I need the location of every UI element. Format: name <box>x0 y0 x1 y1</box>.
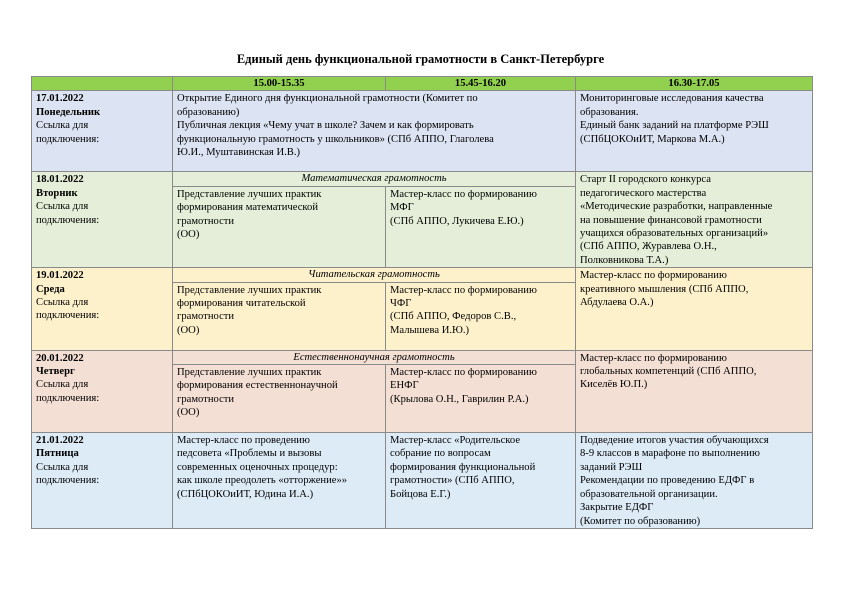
event-cell-slot-1 <box>173 282 386 350</box>
day-date: 21.01.2022 <box>36 435 84 447</box>
event-line: заданий РЭШ <box>580 461 643 473</box>
event-cell-slot-3 <box>576 433 813 529</box>
event-line: грамотности <box>177 311 235 323</box>
event-line: грамотности <box>177 215 235 227</box>
event-line: ЧФГ <box>390 298 412 310</box>
event-line: МФГ <box>390 202 414 214</box>
link-label: подключения: <box>36 214 100 226</box>
day-date: 19.01.2022 <box>36 270 84 282</box>
event-line: Представление лучших практик <box>177 367 322 379</box>
event-line: Публичная лекция «Чему учат в школе? Зачем и как формировать <box>177 120 474 132</box>
day-row-wednesday <box>32 268 813 282</box>
event-line: (ОО) <box>177 407 200 419</box>
event-line: Представление лучших практик <box>177 189 322 201</box>
event-cell-slot-3 <box>576 350 813 432</box>
day-cell <box>32 433 173 529</box>
event-line: ЕНФГ <box>390 380 419 392</box>
day-date: 18.01.2022 <box>36 174 84 186</box>
event-line: Мастер-класс по формированию <box>390 367 537 379</box>
event-line: Старт II городского конкурса <box>580 174 711 186</box>
event-line: учащихся образовательных организаций» <box>580 228 769 240</box>
event-line: Закрытие ЕДФГ <box>580 502 654 514</box>
event-line: Мастер-класс по проведению <box>177 435 310 447</box>
event-line: Представление лучших практик <box>177 284 322 296</box>
event-cell-slot-2 <box>386 365 576 433</box>
event-line: современных оценочных процедур: <box>177 461 338 473</box>
day-weekday: Понедельник <box>36 106 101 118</box>
link-label: Ссылка для <box>36 120 89 132</box>
link-label: подключения: <box>36 392 100 404</box>
event-cell-slot-2 <box>386 282 576 350</box>
day-cell <box>32 172 173 268</box>
event-line: (СПбЦОКОиИТ, Юдина И.А.) <box>177 488 314 500</box>
event-line: Ю.И., Муштавинская И.В.) <box>177 147 300 159</box>
event-cell-slot-1 <box>173 433 386 529</box>
subject-header: Естественнонаучная грамотность <box>173 350 576 364</box>
day-cell <box>32 350 173 432</box>
event-line: Киселёв Ю.П.) <box>580 379 648 391</box>
event-line: «Методические разработки, направленные <box>580 201 773 213</box>
event-line: образовательной организации. <box>580 488 718 500</box>
event-line: формирования естественнонаучной <box>177 380 338 392</box>
event-line: образованию) <box>177 106 240 118</box>
header-row <box>32 77 813 91</box>
event-line: педсовета «Проблемы и вызовы <box>177 448 322 460</box>
header-cell-slot-1: 15.00-15.35 <box>173 77 386 91</box>
day-date: 20.01.2022 <box>36 352 84 364</box>
day-weekday: Вторник <box>36 187 78 199</box>
link-label: подключения: <box>36 310 100 322</box>
event-line: Полковникова Т.А.) <box>580 254 669 266</box>
event-line: (СПб АППО, Лукичева Е.Ю.) <box>390 215 524 227</box>
day-cell <box>32 91 173 172</box>
day-cell <box>32 268 173 350</box>
schedule-table <box>31 76 813 529</box>
day-weekday: Четверг <box>36 366 75 378</box>
day-weekday: Среда <box>36 283 65 295</box>
day-date: 17.01.2022 <box>36 93 84 105</box>
event-line: (ОО) <box>177 324 200 336</box>
event-line: Открытие Единого дня функциональной грамотности (Комитет по <box>177 93 478 105</box>
day-weekday: Пятница <box>36 448 79 460</box>
event-line: 8-9 классов в марафоне по выполнению <box>580 448 760 460</box>
event-line: грамотности <box>177 393 235 405</box>
link-label: Ссылка для <box>36 379 89 391</box>
event-line: Мониторинговые исследования качества <box>580 93 764 105</box>
event-line: на повышение финансовой грамотности <box>580 214 762 226</box>
link-label: подключения: <box>36 475 100 487</box>
event-line: Рекомендации по проведению ЕДФГ в <box>580 475 755 487</box>
subject-header: Математическая грамотность <box>173 172 576 187</box>
header-cell-slot-2: 15.45-16.20 <box>386 77 576 91</box>
event-line: формирования функциональной <box>390 461 536 473</box>
day-row-thursday <box>32 350 813 364</box>
event-line: формирования математической <box>177 202 319 214</box>
event-line: Мастер-класс по формированию <box>580 352 727 364</box>
event-cell-merged <box>173 91 576 172</box>
event-line: формирования читательской <box>177 298 306 310</box>
event-line: функциональную грамотность у школьников» (СПб АППО, Глаголева <box>177 133 494 145</box>
event-line: глобальных компетенций (СПб АППО, <box>580 366 757 378</box>
event-line: (Крылова О.Н., Гаврилин Р.А.) <box>390 393 529 405</box>
event-line: как школе преодолеть «отторжение»» <box>177 475 348 487</box>
day-row-monday <box>32 91 813 172</box>
event-cell-slot-1 <box>173 365 386 433</box>
event-line: (СПб АППО, Журавлева О.Н., <box>580 241 717 253</box>
event-cell-slot-1 <box>173 187 386 268</box>
page-title: Единый день функциональной грамотности в Санкт-Петербурге <box>236 52 605 66</box>
event-line: Абдулаева О.А.) <box>580 297 654 309</box>
event-line: педагогического мастерства <box>580 187 707 199</box>
event-cell-slot-3 <box>576 172 813 268</box>
event-line: Мастер-класс по формированию <box>390 189 537 201</box>
event-cell-slot-3 <box>576 91 813 172</box>
link-label: Ссылка для <box>36 201 89 213</box>
event-line: Мастер-класс по формированию <box>580 270 727 282</box>
link-label: Ссылка для <box>36 461 89 473</box>
event-cell-slot-2 <box>386 187 576 268</box>
event-line: Мастер-класс «Родительское <box>390 435 521 447</box>
event-line: Мастер-класс по формированию <box>390 284 537 296</box>
event-cell-slot-2 <box>386 433 576 529</box>
event-line: образования. <box>580 106 639 118</box>
event-line: собрание по вопросам <box>390 448 491 460</box>
subject-header: Читательская грамотность <box>173 268 576 282</box>
event-line: (СПб АППО, Федоров С.В., <box>390 311 517 323</box>
header-cell-day <box>32 77 173 91</box>
event-line: грамотности» (СПб АППО, <box>390 475 515 487</box>
link-label: подключения: <box>36 133 100 145</box>
event-line: креативного мышления (СПб АППО, <box>580 283 749 295</box>
event-line: (Комитет по образованию) <box>580 515 701 527</box>
event-line: Малышева И.Ю.) <box>390 324 470 336</box>
link-label: Ссылка для <box>36 297 89 309</box>
event-line: (СПбЦОКОиИТ, Маркова М.А.) <box>580 133 725 145</box>
event-line: Бойцова Е.Г.) <box>390 488 451 500</box>
event-line: (ОО) <box>177 229 200 241</box>
header-cell-slot-3: 16.30-17.05 <box>576 77 813 91</box>
day-row-tuesday <box>32 172 813 187</box>
event-line: Подведение итогов участия обучающихся <box>580 435 769 447</box>
day-row-friday <box>32 433 813 529</box>
event-line: Единый банк заданий на платформе РЭШ <box>580 120 769 132</box>
event-cell-slot-3 <box>576 268 813 350</box>
